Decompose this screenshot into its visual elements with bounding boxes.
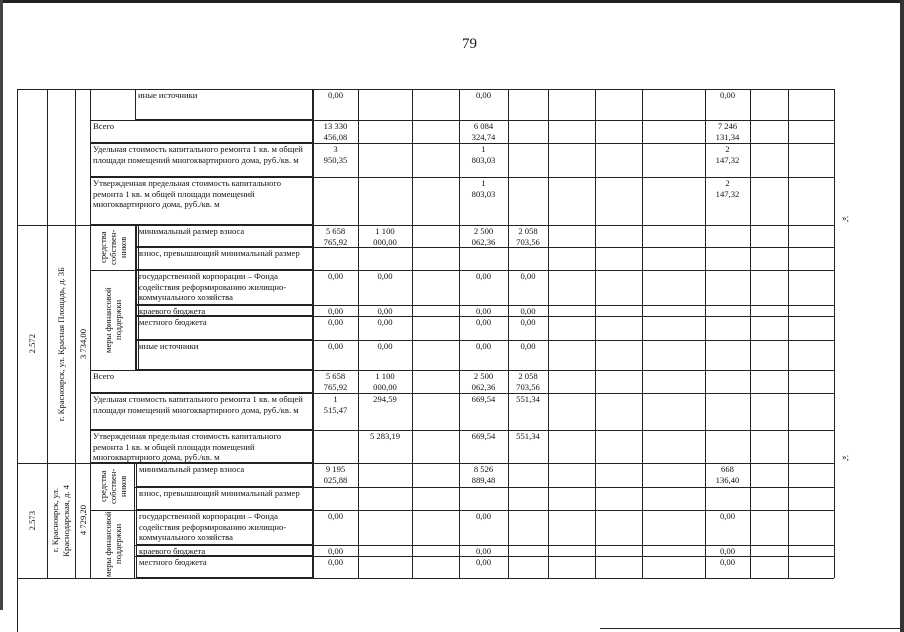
grid-line [600,628,900,629]
value-cell: 2 147,32 [715,178,740,199]
row-label-state-corp: государственной корпорации – Фонда содействия реформированию жилищно-коммунального хозяйства [136,270,313,305]
grid-line [548,463,549,578]
value-cell: 0,00 [719,557,736,567]
address: г. Красноярск, ул. Красная Площадь, д. 3Б [56,266,66,422]
value-cell: 0,00 [520,306,536,316]
value-cell: 668 136,40 [715,464,740,485]
value-cell: 0,00 [520,271,536,281]
row-label-local: местного бюджета [136,556,313,578]
grid-line [358,463,359,578]
grid-line [47,89,48,225]
grid-line [75,463,76,578]
value-cell: 294,59 [373,394,397,404]
value-cell: 2 500 062,36 [471,371,496,392]
value-cell: 0,00 [475,546,492,556]
grid-line [508,463,509,578]
row-label-regional: краевого бюджета [136,545,313,556]
group-label-owners-funds: средства собствен- ников [97,468,128,505]
grid-line [750,463,751,578]
grid-line [750,89,751,225]
value-cell: 0,00 [475,90,492,100]
area-value: 4 729,20 [77,505,88,536]
grid-line [788,463,789,578]
group-label-support-measures: меры финансовой поддержки [102,287,123,353]
row-label-min-fee: минимальный размер взноса [136,225,313,247]
grid-line [834,89,835,225]
grid-line [17,225,90,226]
value-cell: 0,00 [719,511,736,521]
grid-line [90,225,91,370]
value-cell: 0,00 [327,557,344,567]
value-cell: 0,00 [475,271,492,281]
closing-mark: »; [842,452,850,462]
value-cell: 13 330 456,08 [323,121,348,142]
grid-line [135,89,136,120]
value-cell: 0,00 [327,511,344,521]
page-frame-left [0,0,3,610]
grid-line [47,463,48,578]
row-label-max-cost: Утвержденная предельная стоимость капитального ремонта 1 кв. м общей площади помещений многоквартирного дома, руб./кв. м [90,177,313,225]
grid-line [834,225,835,463]
grid-line [548,225,549,463]
value-cell: 0,00 [327,306,344,316]
row-label-total: Всего [90,120,313,143]
value-cell: 669,54 [471,431,496,441]
address-line-2: Краснодарская, д. 4 [61,484,71,557]
group-label-owners-funds: средства собствен- ников [97,229,128,266]
value-cell: 2 500 062,36 [471,226,496,247]
page-frame-top [0,0,904,3]
grid-line [134,463,135,578]
grid-line [834,463,835,578]
value-cell: 1 803,03 [471,178,496,199]
value-cell: 2 058 703,56 [516,371,540,392]
row-label-over-min: взнос, превышающий минимальный размер [136,487,313,510]
grid-line [17,89,18,632]
grid-line [788,89,789,225]
grid-line [595,225,596,463]
value-cell: 0,00 [377,306,393,316]
row-label-over-min: взнос, превышающий минимальный размер [136,247,313,270]
value-cell: 5 283,19 [369,431,401,441]
grid-line [595,463,596,578]
row-label-other-sources: иные источники [136,340,313,370]
value-cell: 669,54 [471,394,496,404]
value-cell: 0,00 [327,341,344,351]
row-label-state-corp: государственной корпорации – Фонда содействия реформированию жилищно-коммунального хозяйства [136,510,313,545]
grid-line [788,225,789,463]
value-cell: 0,00 [475,557,492,567]
grid-line [412,89,413,225]
value-cell: 3 950,35 [323,144,348,165]
page-frame-right [900,0,904,632]
row-number: 2.572 [27,334,37,354]
value-cell: 0,00 [327,90,344,100]
grid-line [90,270,136,271]
grid-line [548,89,549,225]
value-cell: 2 147,32 [715,144,740,165]
value-cell: 0,00 [377,317,393,327]
closing-mark: »; [842,213,850,223]
grid-line [75,225,76,463]
group-label-support-measures: меры финансовой поддержки [102,511,123,577]
grid-line [508,89,509,225]
grid-line [642,89,643,225]
value-cell: 9 195 025,88 [323,464,348,485]
value-cell: 0,00 [327,317,344,327]
value-cell: 1 515,47 [323,394,348,415]
grid-line [17,578,834,579]
value-cell: 5 658 765,92 [323,371,348,392]
row-label-unit-cost: Удельная стоимость капитального ремонта 1 кв. м общей площади помещений многоквартирного дома, руб./кв. м [90,393,313,430]
value-cell: 1 100 000,00 [373,371,397,392]
address-line-1: г. Красноярск, ул. [50,488,60,553]
row-label-unit-cost: Удельная стоимость капитального ремонта 1 кв. м общей площади помещений многоквартирного дома, руб./кв. м [90,143,313,177]
value-cell: 0,00 [377,341,393,351]
value-cell: 0,00 [327,271,344,281]
grid-line [750,225,751,463]
value-cell: 7 246 131,34 [715,121,740,142]
grid-line [47,225,48,463]
row-label-local: местного бюджета [136,316,313,340]
value-cell: 2 058 703,56 [516,226,540,247]
grid-line [595,89,596,225]
row-label-other-sources: иные источники [135,89,313,120]
row-number: 2.573 [27,510,37,531]
value-cell: 6 084 324,74 [471,121,496,142]
grid-line [642,463,643,578]
value-cell: 0,00 [520,341,536,351]
value-cell: 0,00 [475,317,492,327]
grid-line [90,463,91,578]
value-cell: 0,00 [475,306,492,316]
value-cell: 0,00 [520,317,536,327]
value-cell: 1 803,03 [471,144,496,165]
page-number: 79 [462,36,477,52]
value-cell: 0,00 [475,511,492,521]
grid-line [705,225,706,463]
value-cell: 0,00 [327,546,344,556]
value-cell: 0,00 [475,341,492,351]
row-label-regional: краевого бюджета [136,305,313,316]
row-label-total: Всего [90,370,313,393]
value-cell: 8 526 889,48 [471,464,496,485]
value-cell: 0,00 [377,271,393,281]
grid-line [642,225,643,463]
value-cell: 551,34 [516,394,540,404]
grid-line [135,247,834,248]
row-label-min-fee: минимальный размер взноса [136,463,313,487]
grid-line [135,487,834,488]
row-label-max-cost: Утвержденная предельная стоимость капитального ремонта 1 кв. м общей площади помещений многоквартирного дома, руб./кв. м [90,430,313,463]
area-value: 3 734,00 [77,328,88,360]
value-cell: 0,00 [719,90,736,100]
grid-line [412,463,413,578]
value-cell: 5 658 765,92 [323,226,348,247]
grid-line [75,89,76,225]
grid-line [412,225,413,463]
value-cell: 551,34 [516,431,540,441]
grid-line [358,89,359,225]
value-cell: 1 100 000,00 [373,226,397,247]
value-cell: 0,00 [719,546,736,556]
